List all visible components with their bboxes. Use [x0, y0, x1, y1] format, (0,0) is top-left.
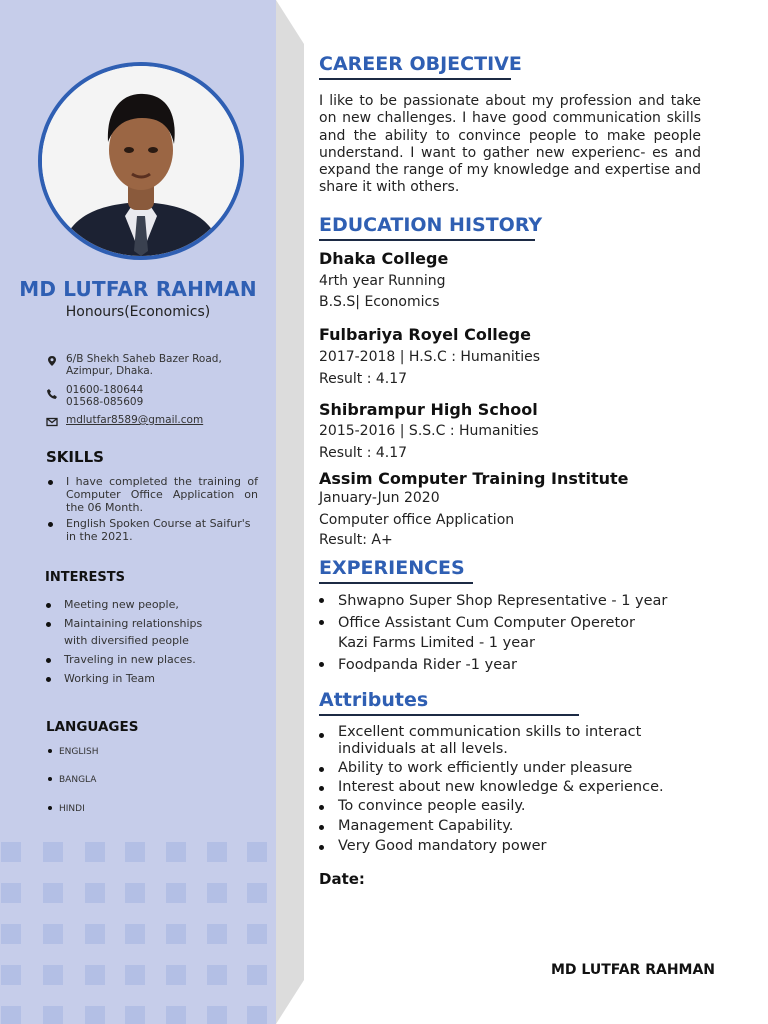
- location-pin-icon: [46, 355, 58, 367]
- interests-heading: INTERESTS: [45, 570, 125, 585]
- decorative-square: [43, 1006, 63, 1024]
- skills-heading: SKILLS: [46, 448, 104, 466]
- decorative-square: [43, 842, 63, 862]
- education-detail: B.S.S| Economics: [319, 294, 440, 310]
- phone-number-1[interactable]: 01600-180644: [66, 384, 144, 396]
- decorative-square: [1, 1006, 21, 1024]
- decorative-square: [207, 965, 227, 985]
- decorative-square: [207, 842, 227, 862]
- education-detail: 4rth year Running: [319, 273, 446, 289]
- decorative-square: [1, 965, 21, 985]
- experiences-heading: EXPERIENCES: [319, 557, 465, 579]
- education-institution: Fulbariya Royel College: [319, 325, 531, 344]
- decorative-square: [85, 965, 105, 985]
- decorative-square: [125, 924, 145, 944]
- decorative-square: [247, 883, 267, 903]
- address-line2: Azimpur, Dhaka.: [66, 365, 153, 377]
- decorative-square: [43, 924, 63, 944]
- profile-subtitle: Honours(Economics): [65, 304, 211, 320]
- decorative-square: [43, 883, 63, 903]
- decorative-square: [247, 924, 267, 944]
- decorative-square: [207, 883, 227, 903]
- decorative-square: [166, 1006, 186, 1024]
- address-line1: 6/B Shekh Saheb Bazer Road,: [66, 353, 222, 365]
- decorative-square: [1, 924, 21, 944]
- signature-name: MD LUTFAR RAHMAN: [551, 962, 716, 978]
- education-institution: Assim Computer Training Institute: [319, 469, 629, 488]
- education-detail: Result: A+: [319, 532, 393, 548]
- decorative-square: [85, 883, 105, 903]
- decorative-square: [1, 883, 21, 903]
- decorative-square: [207, 1006, 227, 1024]
- education-detail: Result : 4.17: [319, 445, 408, 461]
- decorative-square: [247, 965, 267, 985]
- decorative-square: [125, 965, 145, 985]
- decorative-square: [166, 842, 186, 862]
- decorative-square: [166, 965, 186, 985]
- education-detail: January-Jun 2020: [319, 490, 440, 506]
- education-heading: EDUCATION HISTORY: [319, 214, 543, 236]
- decorative-square: [166, 883, 186, 903]
- phone-icon: [46, 388, 58, 400]
- education-divider: [319, 239, 535, 241]
- attributes-divider: [319, 714, 579, 716]
- languages-heading: LANGUAGES: [46, 719, 139, 735]
- decorative-square: [1, 842, 21, 862]
- decorative-square: [125, 883, 145, 903]
- decorative-square: [247, 842, 267, 862]
- career-divider: [319, 78, 511, 80]
- education-detail: Computer office Application: [319, 512, 515, 528]
- profile-photo: [38, 62, 244, 260]
- decorative-square: [207, 924, 227, 944]
- experiences-divider: [319, 582, 473, 584]
- career-heading: CAREER OBJECTIVE: [319, 53, 522, 75]
- decorative-square: [43, 965, 63, 985]
- education-detail: 2017-2018 | H.S.C : Humanities: [319, 349, 541, 365]
- decorative-square: [247, 1006, 267, 1024]
- decorative-square: [166, 924, 186, 944]
- career-objective-text: I like to be passionate about my profession and take on new challenges. I have good communication skills and the ability to convince people to make people understand. I want to gather new experienc- es and expand the range of my knowledge and expertise and share it with others.: [319, 93, 701, 196]
- education-institution: Dhaka College: [319, 249, 449, 268]
- decorative-square-grid: [0, 840, 276, 1024]
- decorative-square: [85, 924, 105, 944]
- email-icon: [46, 416, 58, 428]
- education-institution: Shibrampur High School: [319, 400, 538, 419]
- decorative-square: [85, 842, 105, 862]
- email-link[interactable]: mdlutfar8589@gmail.com: [66, 414, 204, 426]
- profile-name: MD LUTFAR RAHMAN: [19, 277, 257, 301]
- attributes-heading: Attributes: [319, 689, 429, 711]
- decorative-square: [125, 842, 145, 862]
- decorative-square: [125, 1006, 145, 1024]
- phone-number-2[interactable]: 01568-085609: [66, 396, 144, 408]
- date-label: Date:: [319, 870, 365, 888]
- education-detail: Result : 4.17: [319, 371, 408, 387]
- education-detail: 2015-2016 | S.S.C : Humanities: [319, 423, 539, 439]
- decorative-square: [85, 1006, 105, 1024]
